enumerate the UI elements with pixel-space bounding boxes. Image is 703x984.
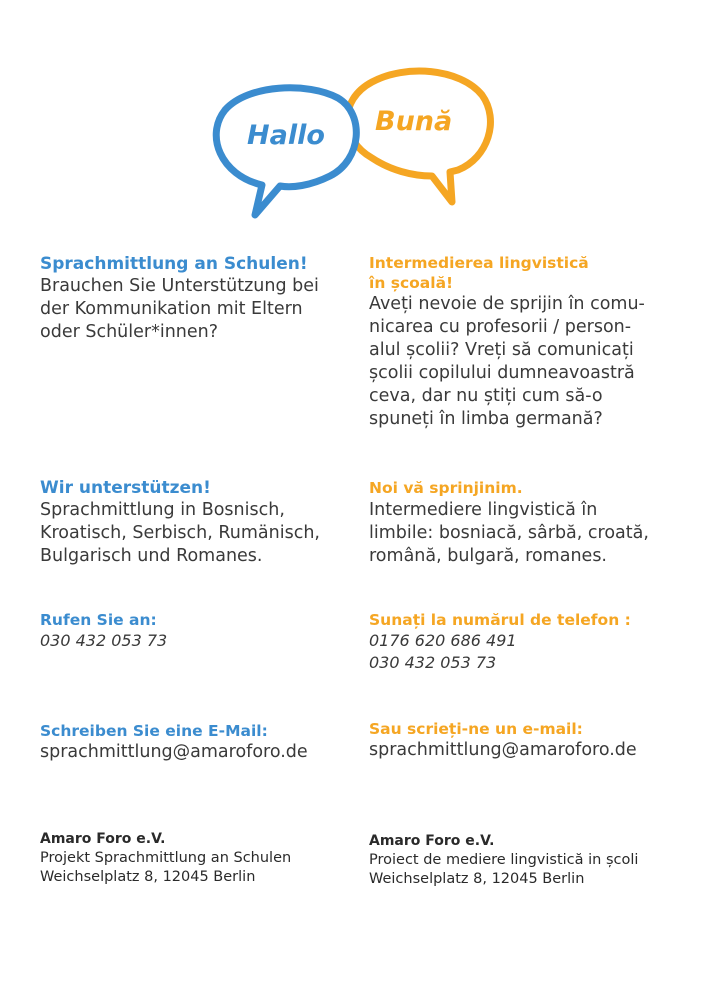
german-phone-number[interactable]: 030 432 053 73 xyxy=(40,631,168,650)
romanian-intro-heading-line: în școală! xyxy=(369,274,454,292)
bubble-word-buna: Bună xyxy=(375,106,453,137)
german-email-section xyxy=(40,721,360,764)
romanian-support-heading: Noi vă sprinjinim. xyxy=(369,479,523,497)
romanian-footer-org-name: Amaro Foro e.V. xyxy=(369,833,495,849)
romanian-intro-line: ceva, dar nu știți cum să-o xyxy=(369,386,603,406)
german-intro-line: oder Schüler*innen? xyxy=(40,322,219,342)
german-intro-line: Brauchen Sie Unterstützung bei xyxy=(40,276,319,296)
romanian-footer-address: Weichselplatz 8, 12045 Berlin xyxy=(369,871,585,887)
speech-bubbles-logo xyxy=(0,0,703,240)
romanian-support-line: limbile: bosniacă, sârbă, croată, xyxy=(369,523,649,543)
romanian-intro-section xyxy=(369,253,689,431)
romanian-support-line: Intermediere lingvistică în xyxy=(369,500,598,520)
romanian-email-address[interactable]: sprachmittlung@amaroforo.de xyxy=(369,740,637,760)
german-support-line: Kroatisch, Serbisch, Rumänisch, xyxy=(40,523,320,543)
german-intro-section xyxy=(40,253,360,344)
german-phone-section xyxy=(40,610,360,652)
german-phone-label: Rufen Sie an: xyxy=(40,611,157,629)
german-intro-heading: Sprachmittlung an Schulen! xyxy=(40,254,308,274)
german-footer-address: Weichselplatz 8, 12045 Berlin xyxy=(40,869,256,885)
romanian-phone-number[interactable]: 030 432 053 73 xyxy=(369,653,497,672)
romanian-footer-project: Proiect de mediere lingvistică in școli xyxy=(369,852,639,868)
romanian-intro-line: Aveți nevoie de sprijin în comu- xyxy=(369,294,645,314)
blue-speech-bubble xyxy=(216,88,356,215)
bubble-word-hallo: Hallo xyxy=(247,120,325,151)
romanian-intro-line: spuneți în limba germană? xyxy=(369,409,603,429)
german-support-line: Sprachmittlung in Bosnisch, xyxy=(40,500,285,520)
german-footer xyxy=(40,830,360,887)
romanian-footer xyxy=(369,832,689,889)
german-email-address[interactable]: sprachmittlung@amaroforo.de xyxy=(40,742,308,762)
german-support-heading: Wir unterstützen! xyxy=(40,478,211,498)
german-support-line: Bulgarisch und Romanes. xyxy=(40,546,263,566)
romanian-phone-number[interactable]: 0176 620 686 491 xyxy=(369,631,517,650)
romanian-phone-label: Sunați la numărul de telefon : xyxy=(369,611,631,629)
romanian-intro-line: școlii copilului dumneavoastră xyxy=(369,363,635,383)
romanian-phone-section xyxy=(369,610,689,674)
german-support-section xyxy=(40,477,360,568)
german-intro-line: der Kommunikation mit Eltern xyxy=(40,299,303,319)
romanian-support-line: română, bulgară, romanes. xyxy=(369,546,607,566)
romanian-intro-line: nicarea cu profesorii / person- xyxy=(369,317,632,337)
german-email-label: Schreiben Sie eine E-Mail: xyxy=(40,722,268,740)
romanian-intro-line: alul școlii? Vreți să comunicați xyxy=(369,340,634,360)
german-footer-org-name: Amaro Foro e.V. xyxy=(40,831,166,847)
romanian-email-label: Sau scrieți-ne un e-mail: xyxy=(369,720,583,738)
german-footer-project: Projekt Sprachmittlung an Schulen xyxy=(40,850,292,866)
romanian-email-section xyxy=(369,719,689,762)
romanian-intro-heading-line: Intermedierea lingvistică xyxy=(369,254,589,272)
romanian-support-section xyxy=(369,477,689,568)
